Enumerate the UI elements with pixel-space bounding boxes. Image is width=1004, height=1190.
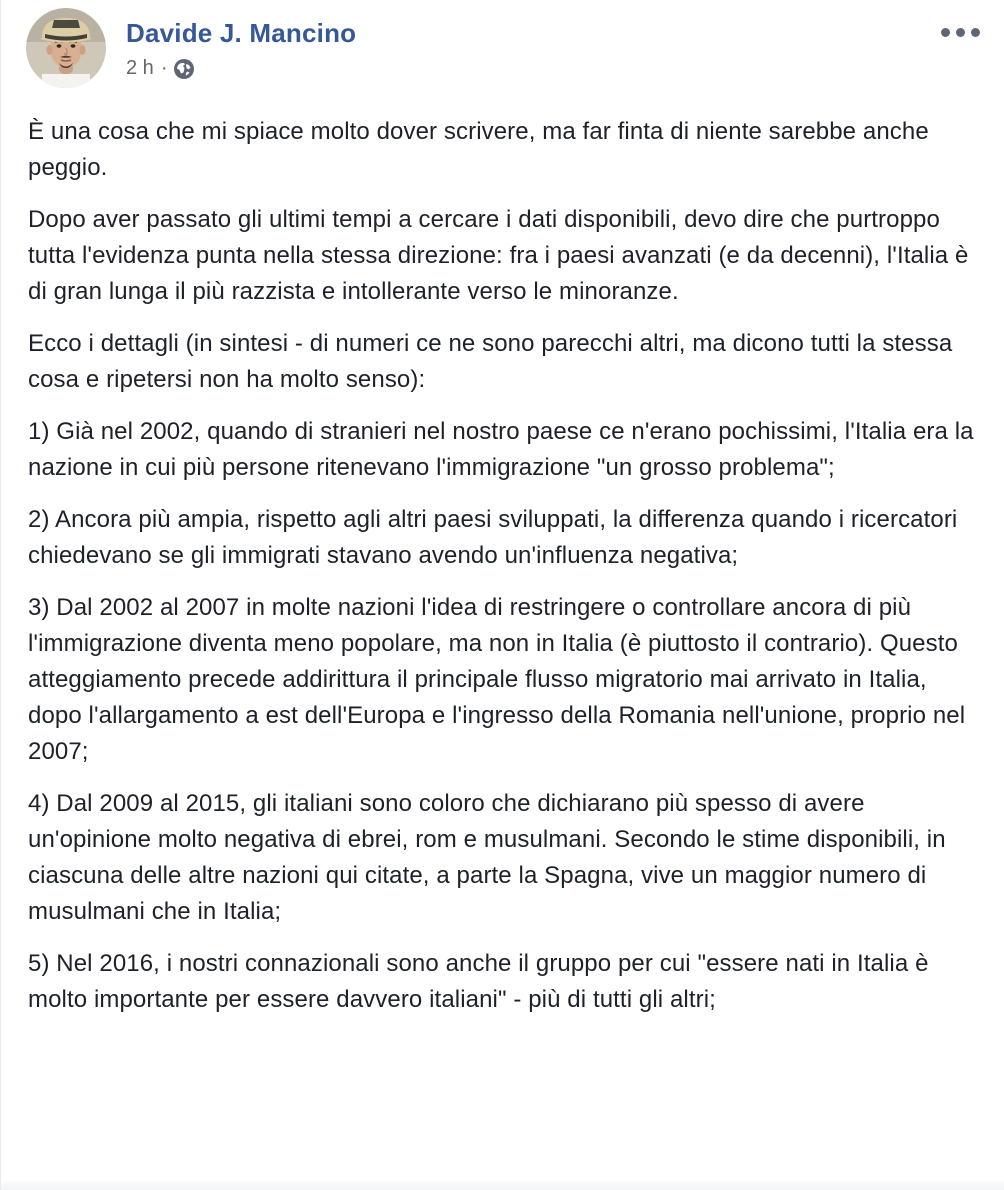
post-paragraph: 4) Dal 2009 al 2015, gli italiani sono coloro che dichiarano più spesso di avere un'opinione molto negativa di ebrei, rom e musulmani. Secondo le stime disponibili, in ciascuna delle altre nazioni qui citate, a parte la Spagna, vive un maggior numero di musulmani che in Italia; <box>28 790 946 925</box>
timestamp[interactable]: 2 h <box>126 57 154 79</box>
post-paragraph: È una cosa che mi spiace molto dover scrivere, ma far finta di niente sarebbe anche peggio. <box>28 118 929 181</box>
post-header-text <box>126 8 356 80</box>
post-paragraph: Dopo aver passato gli ultimi tempi a cercare i dati disponibili, devo dire che purtroppo tutta l'evidenza punta nella stessa direzione: fra i paesi avanzati (e da decenni), l'Italia è di gran lunga il più razzista e intollerante verso le minoranze. <box>28 206 969 305</box>
author-name-link[interactable]: Davide J. Mancino <box>126 18 357 48</box>
post-footer-divider <box>1 1181 1004 1190</box>
post-paragraph: 2) Ancora più ampia, rispetto agli altri paesi sviluppati, la differenza quando i ricercatori chiedevano se gli immigrati stavano avendo un'influenza negativa; <box>28 506 958 569</box>
meta-separator: · <box>160 57 168 79</box>
post-meta[interactable] <box>126 57 356 80</box>
ellipsis-icon <box>941 28 950 37</box>
post-header <box>1 0 1004 100</box>
globe-public-icon <box>174 59 194 79</box>
post-paragraph: 3) Dal 2002 al 2007 in molte nazioni l'idea di restringere o controllare ancora di più l'immigrazione diventa meno popolare, ma non in Italia (è piuttosto il contrario). Questo atteggiamento precede addirittura il principale flusso migratorio mai arrivato in Italia, dopo l'allargamento a est dell'Europa e l'ingresso della Romania nell'unione, proprio nel 2007; <box>28 594 966 765</box>
post-body <box>1 100 1004 1181</box>
post-options-button[interactable] <box>935 22 986 43</box>
ellipsis-icon <box>971 28 980 37</box>
post-paragraph: 1) Già nel 2002, quando di stranieri nel nostro paese ce n'erano pochissimi, l'Italia era la nazione in cui più persone ritenevano l'immigrazione "un grosso problema"; <box>28 418 974 481</box>
ellipsis-icon <box>956 28 965 37</box>
author-avatar[interactable] <box>26 8 106 88</box>
post-paragraph: 5) Nel 2016, i nostri connazionali sono anche il gruppo per cui "essere nati in Italia è molto importante per essere davvero italiani" - più di tutti gli altri; <box>28 950 929 1013</box>
avatar-illustration <box>26 8 106 88</box>
post-paragraph: Ecco i dettagli (in sintesi - di numeri ce ne sono parecchi altri, ma dicono tutti la stessa cosa e ripetersi non ha molto senso): <box>28 330 953 393</box>
